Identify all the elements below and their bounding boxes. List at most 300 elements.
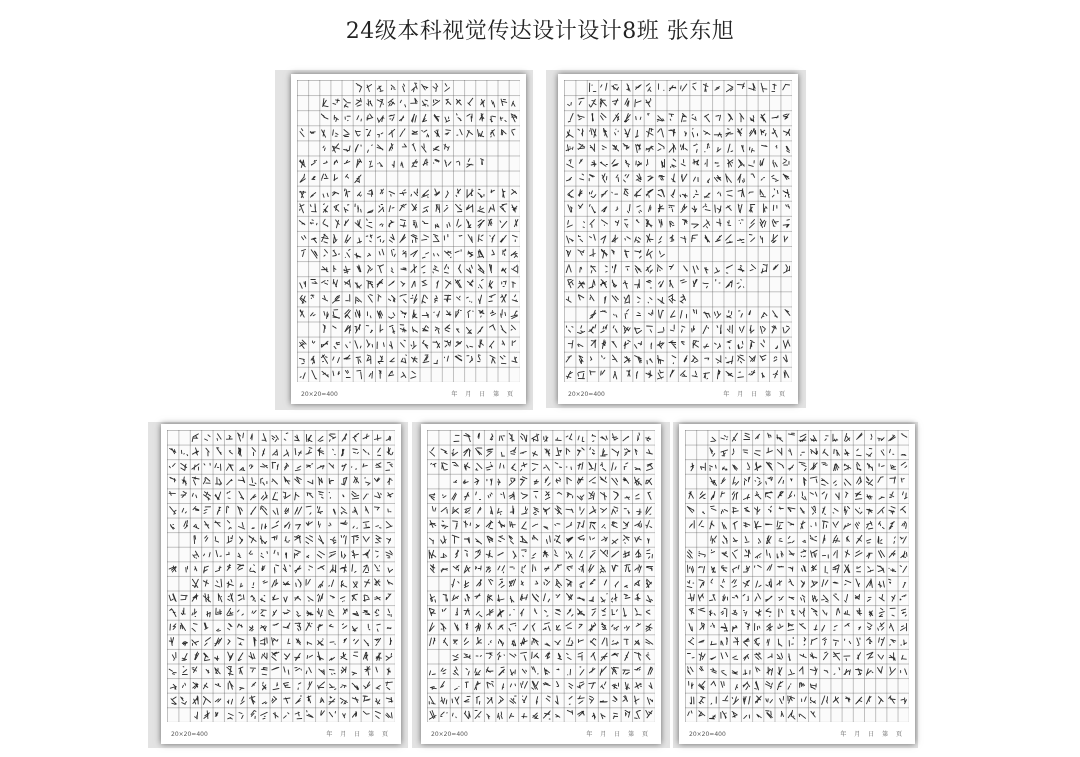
handwritten-character bbox=[767, 667, 773, 675]
handwritten-character bbox=[169, 464, 175, 468]
handwritten-character bbox=[601, 325, 607, 333]
handwritten-character bbox=[612, 341, 617, 347]
handwritten-character bbox=[692, 235, 698, 242]
handwritten-character bbox=[380, 325, 383, 332]
handwritten-character bbox=[346, 295, 350, 302]
handwritten-character bbox=[333, 250, 340, 256]
handwritten-character bbox=[589, 683, 596, 689]
handwritten-character bbox=[228, 640, 231, 645]
handwritten-character bbox=[614, 314, 617, 317]
handwritten-character bbox=[194, 524, 199, 528]
handwritten-character bbox=[590, 638, 596, 645]
handwritten-character bbox=[501, 452, 504, 456]
handwritten-character bbox=[391, 85, 395, 90]
handwritten-character bbox=[195, 567, 197, 571]
handwritten-character bbox=[344, 220, 348, 226]
handwritten-character bbox=[365, 478, 370, 486]
handwritten-character bbox=[784, 265, 790, 273]
handwritten-character bbox=[468, 98, 473, 105]
handwritten-character bbox=[786, 205, 790, 209]
handwritten-character bbox=[367, 312, 371, 318]
sheet-footer-spec: 20×20=400 bbox=[171, 731, 208, 738]
handwritten-character bbox=[356, 297, 362, 303]
handwritten-character bbox=[764, 204, 767, 213]
handwritten-character bbox=[341, 597, 345, 602]
handwritten-character bbox=[452, 579, 459, 587]
handwritten-character bbox=[901, 669, 907, 675]
handwritten-character bbox=[613, 713, 617, 718]
handwritten-character bbox=[635, 237, 641, 242]
handwritten-character bbox=[503, 249, 506, 255]
handwritten-character bbox=[444, 265, 448, 274]
handwritten-character bbox=[239, 523, 245, 530]
handwritten-character bbox=[215, 464, 221, 471]
handwritten-character bbox=[352, 492, 359, 499]
handwritten-character bbox=[334, 115, 338, 121]
handwritten-character bbox=[400, 234, 406, 242]
handwritten-character bbox=[352, 565, 356, 573]
handwritten-character bbox=[732, 712, 737, 718]
handwritten-character bbox=[766, 524, 772, 525]
handwritten-character bbox=[217, 507, 221, 514]
handwritten-character bbox=[455, 355, 462, 361]
handwritten-character bbox=[878, 623, 884, 631]
handwritten-character bbox=[489, 219, 492, 226]
handwritten-character bbox=[261, 464, 268, 468]
handwritten-character bbox=[215, 579, 221, 587]
sheet-footer-date: 年 月 日 第 页 bbox=[326, 731, 391, 738]
handwritten-character bbox=[568, 669, 571, 675]
handwritten-character bbox=[612, 551, 619, 557]
handwritten-character bbox=[624, 594, 630, 598]
handwritten-character bbox=[635, 696, 639, 704]
handwritten-character bbox=[592, 114, 593, 122]
handwritten-character bbox=[272, 579, 278, 587]
handwritten-character bbox=[272, 696, 277, 703]
handwritten-character bbox=[578, 344, 583, 347]
handwritten-character bbox=[647, 280, 652, 288]
handwritten-character bbox=[388, 609, 392, 617]
handwritten-character bbox=[743, 697, 750, 705]
handwritten-character bbox=[457, 114, 462, 121]
handwritten-character bbox=[687, 507, 694, 513]
handwritten-character bbox=[844, 507, 849, 515]
handwritten-character bbox=[345, 310, 351, 319]
handwritten-character bbox=[810, 535, 817, 541]
handwritten-character bbox=[635, 468, 641, 470]
handwritten-character bbox=[434, 360, 438, 364]
handwritten-character bbox=[447, 222, 450, 227]
handwritten-character bbox=[857, 638, 860, 646]
handwritten-character bbox=[452, 595, 459, 600]
handwritten-character bbox=[557, 492, 561, 494]
handwritten-character bbox=[478, 433, 480, 438]
handwritten-character bbox=[613, 326, 617, 333]
handwritten-character bbox=[342, 464, 346, 471]
handwritten-character bbox=[711, 567, 715, 573]
handwritten-character bbox=[522, 550, 527, 557]
handwritten-character bbox=[356, 84, 362, 92]
handwritten-character bbox=[754, 638, 759, 646]
handwritten-character bbox=[204, 697, 211, 705]
handwritten-character bbox=[688, 711, 692, 716]
handwritten-character bbox=[318, 682, 325, 689]
handwritten-character bbox=[296, 579, 302, 587]
handwritten-character bbox=[509, 478, 515, 485]
handwritten-character bbox=[184, 521, 188, 529]
handwritten-character bbox=[779, 609, 783, 617]
handwritten-character bbox=[251, 434, 253, 440]
handwritten-character bbox=[567, 594, 573, 601]
handwritten-character bbox=[412, 114, 417, 122]
handwritten-character bbox=[215, 684, 220, 687]
handwritten-character bbox=[321, 174, 328, 180]
handwritten-character bbox=[446, 311, 451, 316]
handwritten-character bbox=[456, 161, 459, 165]
handwritten-character bbox=[215, 699, 221, 702]
handwritten-character bbox=[520, 536, 527, 543]
handwritten-character bbox=[743, 682, 750, 690]
handwritten-character bbox=[400, 190, 406, 195]
handwritten-character bbox=[658, 129, 664, 137]
handwritten-character bbox=[700, 492, 706, 499]
handwritten-character bbox=[227, 536, 233, 544]
handwritten-character bbox=[721, 579, 725, 587]
handwritten-character bbox=[310, 132, 315, 134]
handwritten-character bbox=[307, 711, 313, 718]
handwritten-character bbox=[487, 609, 494, 615]
handwritten-character bbox=[481, 99, 485, 107]
handwritten-character bbox=[466, 327, 471, 333]
handwritten-character bbox=[578, 436, 584, 442]
handwritten-character bbox=[476, 638, 481, 645]
handwritten-character bbox=[646, 653, 650, 660]
handwritten-character bbox=[717, 370, 720, 379]
handwritten-character bbox=[429, 711, 436, 720]
handwritten-character bbox=[435, 130, 440, 137]
handwritten-character bbox=[441, 697, 447, 704]
handwritten-character bbox=[215, 656, 219, 660]
handwritten-character bbox=[732, 595, 737, 598]
handwritten-character bbox=[647, 450, 653, 454]
handwritten-character bbox=[510, 610, 514, 616]
handwritten-character bbox=[363, 565, 369, 572]
handwritten-character bbox=[613, 99, 619, 105]
handwritten-character bbox=[318, 448, 324, 456]
handwritten-character bbox=[366, 235, 372, 242]
handwritten-character bbox=[442, 609, 446, 612]
handwritten-character bbox=[465, 682, 468, 688]
handwritten-character bbox=[344, 280, 350, 287]
handwritten-character bbox=[625, 310, 629, 319]
handwritten-character bbox=[400, 204, 407, 210]
handwritten-character bbox=[732, 508, 738, 514]
handwritten-character bbox=[738, 372, 744, 377]
handwritten-character bbox=[434, 311, 440, 317]
handwritten-character bbox=[400, 129, 405, 137]
handwritten-character bbox=[171, 697, 176, 705]
handwritten-character bbox=[704, 114, 709, 122]
handwritten-character bbox=[430, 521, 436, 528]
handwritten-character bbox=[783, 189, 789, 197]
sheet-footer-spec: 20×20=400 bbox=[689, 731, 726, 738]
handwritten-character bbox=[625, 585, 628, 587]
handwritten-character bbox=[773, 205, 777, 210]
handwritten-character bbox=[203, 580, 208, 586]
handwritten-character bbox=[390, 358, 394, 362]
handwritten-character bbox=[252, 682, 256, 686]
handwritten-character bbox=[705, 267, 708, 273]
handwritten-character bbox=[274, 550, 278, 555]
handwritten-character bbox=[423, 221, 428, 224]
handwritten-character bbox=[240, 467, 245, 470]
handwritten-character bbox=[566, 552, 572, 559]
handwritten-character bbox=[170, 507, 176, 514]
handwritten-character bbox=[833, 652, 839, 660]
handwritten-character bbox=[411, 371, 416, 378]
handwritten-character bbox=[801, 521, 805, 529]
handwritten-character bbox=[625, 496, 630, 499]
handwritten-character bbox=[306, 506, 311, 514]
handwritten-character bbox=[215, 712, 218, 716]
handwritten-character bbox=[475, 550, 480, 559]
handwritten-character bbox=[329, 696, 335, 704]
handwritten-character bbox=[567, 566, 573, 571]
handwritten-character bbox=[856, 668, 862, 674]
handwritten-character bbox=[480, 113, 484, 121]
handwritten-character bbox=[623, 522, 629, 529]
handwritten-character bbox=[205, 638, 211, 646]
handwritten-character bbox=[623, 144, 629, 150]
handwritten-character bbox=[557, 669, 559, 670]
handwritten-character bbox=[318, 522, 320, 528]
handwritten-character bbox=[262, 668, 268, 675]
handwritten-character bbox=[193, 551, 199, 558]
handwritten-character bbox=[755, 492, 761, 499]
handwritten-character bbox=[249, 652, 255, 659]
handwritten-character bbox=[765, 492, 772, 498]
handwritten-character bbox=[252, 583, 254, 588]
handwritten-character bbox=[453, 565, 459, 571]
handwritten-character bbox=[703, 283, 708, 288]
handwritten-character bbox=[804, 478, 807, 486]
handwritten-character bbox=[721, 608, 727, 616]
handwritten-character bbox=[192, 624, 197, 632]
handwritten-character bbox=[532, 594, 538, 602]
handwritten-character bbox=[684, 266, 688, 271]
handwritten-character bbox=[355, 175, 361, 183]
handwritten-character bbox=[732, 580, 736, 587]
handwritten-character bbox=[635, 683, 642, 689]
handwritten-character bbox=[429, 550, 436, 558]
handwritten-character bbox=[478, 206, 485, 212]
handwritten-character bbox=[367, 219, 372, 228]
handwritten-character bbox=[646, 521, 652, 528]
handwritten-character bbox=[186, 566, 188, 572]
handwritten-character bbox=[509, 536, 513, 544]
handwritten-character bbox=[625, 710, 630, 717]
handwritten-character bbox=[433, 234, 439, 241]
handwritten-character bbox=[401, 355, 406, 363]
handwritten-character bbox=[590, 191, 596, 198]
handwritten-character bbox=[578, 115, 584, 120]
handwritten-character bbox=[733, 477, 739, 485]
handwritten-character bbox=[238, 564, 244, 570]
handwritten-character bbox=[333, 192, 339, 196]
handwritten-character bbox=[889, 435, 896, 441]
handwritten-character bbox=[689, 521, 694, 529]
handwritten-character bbox=[250, 478, 256, 486]
handwritten-character bbox=[318, 566, 324, 570]
handwritten-character bbox=[228, 624, 232, 630]
handwritten-character bbox=[543, 551, 548, 557]
handwritten-character bbox=[522, 713, 527, 718]
handwritten-character bbox=[811, 550, 818, 557]
handwritten-character bbox=[801, 581, 804, 588]
handwritten-character bbox=[333, 130, 338, 136]
handwritten-character bbox=[890, 449, 894, 454]
handwritten-character bbox=[834, 449, 840, 455]
handwritten-character bbox=[442, 463, 448, 470]
handwritten-character bbox=[689, 681, 694, 688]
handwritten-character bbox=[218, 594, 222, 602]
handwritten-character bbox=[306, 668, 311, 674]
handwritten-character bbox=[778, 477, 783, 484]
handwritten-character bbox=[566, 509, 573, 513]
handwritten-character bbox=[468, 251, 473, 257]
handwritten-character bbox=[766, 699, 773, 703]
handwritten-character bbox=[902, 522, 907, 529]
handwritten-character bbox=[834, 481, 837, 486]
handwritten-character bbox=[590, 522, 596, 529]
handwritten-character bbox=[317, 652, 323, 660]
handwritten-character bbox=[721, 510, 727, 514]
handwritten-character bbox=[710, 715, 716, 719]
handwritten-character bbox=[475, 566, 481, 570]
handwritten-character bbox=[444, 234, 448, 240]
handwritten-character bbox=[868, 567, 874, 572]
handwritten-character bbox=[546, 652, 550, 659]
handwritten-character bbox=[788, 696, 795, 703]
handwritten-character bbox=[363, 464, 367, 467]
handwritten-character bbox=[692, 224, 699, 228]
handwritten-character bbox=[566, 145, 573, 151]
handwritten-character bbox=[789, 638, 793, 647]
handwritten-character bbox=[889, 522, 894, 529]
handwritten-character bbox=[568, 190, 574, 198]
handwritten-character bbox=[388, 568, 393, 573]
handwritten-character bbox=[341, 477, 347, 485]
handwritten-character bbox=[683, 220, 688, 225]
handwritten-character bbox=[812, 506, 816, 514]
handwritten-character bbox=[456, 99, 461, 105]
handwritten-character bbox=[411, 235, 417, 243]
handwritten-character bbox=[767, 564, 772, 570]
handwritten-character bbox=[532, 638, 538, 645]
handwritten-character bbox=[388, 99, 394, 106]
handwritten-character bbox=[355, 131, 360, 136]
handwritten-character bbox=[578, 326, 585, 334]
handwritten-character bbox=[204, 463, 210, 465]
handwritten-character bbox=[286, 553, 287, 558]
handwritten-character bbox=[457, 129, 462, 135]
handwritten-character bbox=[490, 116, 495, 122]
handwritten-character bbox=[374, 478, 379, 482]
handwritten-character bbox=[659, 281, 664, 287]
handwritten-character bbox=[785, 310, 790, 316]
handwritten-character bbox=[591, 340, 596, 347]
handwritten-character bbox=[510, 696, 516, 703]
handwritten-character bbox=[182, 683, 185, 687]
handwritten-character bbox=[715, 163, 719, 167]
handwritten-character bbox=[669, 144, 676, 153]
handwritten-character bbox=[867, 652, 873, 659]
handwritten-character bbox=[170, 609, 176, 617]
handwritten-character bbox=[310, 204, 316, 212]
handwritten-character bbox=[578, 609, 585, 616]
handwritten-character bbox=[363, 522, 370, 529]
handwritten-character bbox=[386, 697, 393, 702]
handwritten-character bbox=[711, 681, 716, 686]
handwritten-character bbox=[375, 699, 379, 705]
handwritten-character bbox=[250, 565, 256, 573]
handwritten-character bbox=[711, 668, 717, 673]
handwritten-character bbox=[429, 608, 435, 615]
handwritten-character bbox=[273, 712, 278, 718]
handwritten-character bbox=[489, 295, 496, 302]
handwritten-character bbox=[501, 492, 505, 498]
handwritten-character bbox=[717, 219, 721, 226]
handwritten-character bbox=[749, 205, 755, 213]
handwritten-character bbox=[737, 280, 744, 289]
handwritten-character bbox=[322, 371, 328, 377]
handwritten-character bbox=[512, 640, 516, 646]
handwritten-character bbox=[412, 327, 417, 332]
handwritten-character bbox=[306, 536, 313, 544]
handwritten-character bbox=[578, 235, 582, 241]
handwritten-character bbox=[312, 370, 317, 379]
handwritten-character bbox=[387, 628, 391, 629]
handwritten-character bbox=[778, 491, 783, 498]
handwritten-character bbox=[344, 146, 350, 152]
handwritten-character bbox=[365, 507, 368, 513]
handwritten-character bbox=[334, 160, 337, 164]
handwritten-character bbox=[239, 713, 243, 719]
handwritten-character bbox=[227, 667, 233, 676]
handwritten-character bbox=[401, 311, 407, 318]
handwriting-2 bbox=[558, 74, 798, 404]
handwritten-character bbox=[566, 177, 571, 180]
handwritten-character bbox=[822, 492, 827, 499]
handwritten-character bbox=[195, 712, 198, 719]
handwritten-character bbox=[535, 581, 538, 584]
handwritten-character bbox=[776, 146, 777, 149]
handwritten-character bbox=[657, 355, 663, 363]
handwritten-character bbox=[273, 508, 278, 515]
handwritten-character bbox=[705, 235, 710, 242]
handwritten-character bbox=[353, 449, 359, 454]
handwritten-character bbox=[613, 355, 618, 362]
handwritten-character bbox=[783, 220, 789, 228]
handwritten-character bbox=[844, 611, 850, 615]
handwritten-character bbox=[624, 295, 629, 303]
handwritten-character bbox=[738, 204, 742, 213]
handwritten-character bbox=[892, 595, 895, 601]
handwritten-character bbox=[441, 569, 447, 573]
handwritten-character bbox=[721, 711, 726, 718]
handwritten-character bbox=[578, 129, 583, 136]
essay-sheet-1 bbox=[291, 74, 526, 404]
